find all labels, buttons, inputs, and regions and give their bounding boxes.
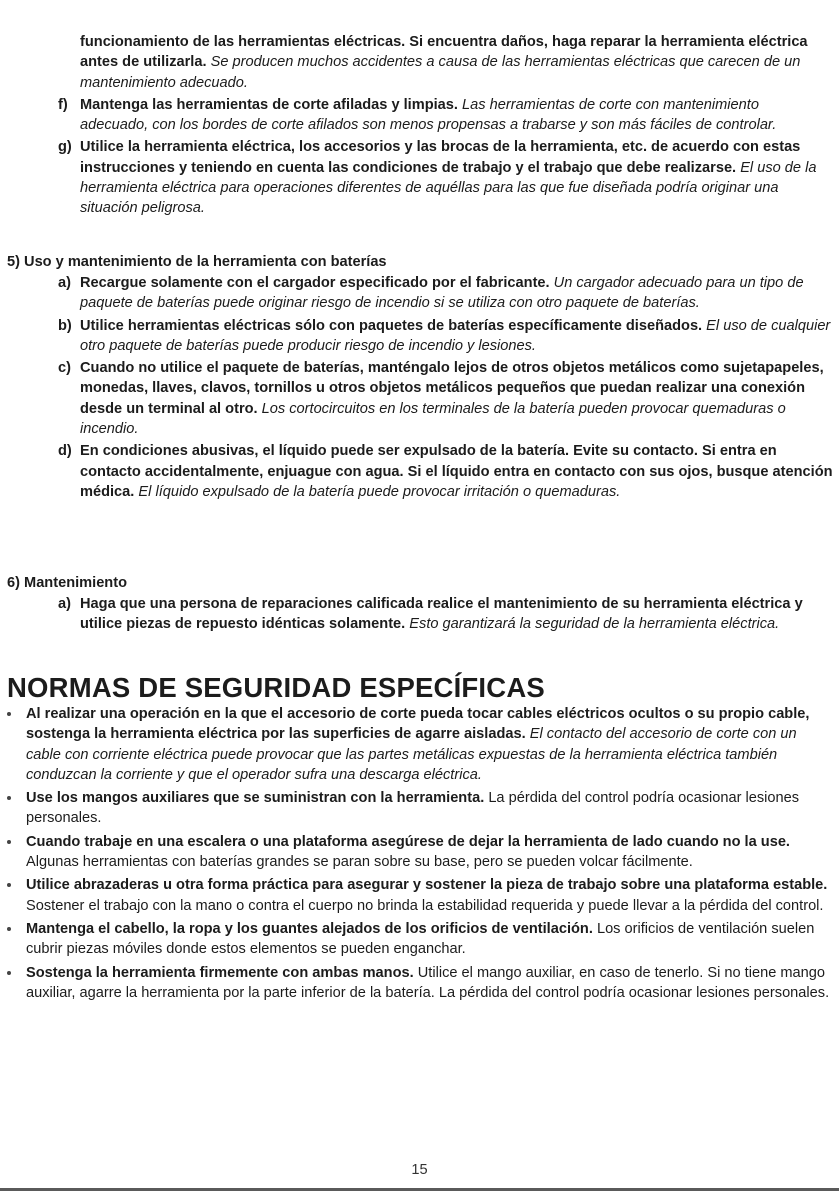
- bold-text: Sostenga la herramienta firmemente con ambas manos.: [26, 964, 414, 981]
- specific-rules-list: [26, 704, 832, 1006]
- rule-6a: [58, 594, 828, 635]
- bold-text: funcionamiento de las herramientas eléctricas. Si encuentra daños, haga reparar la herramienta eléctrica antes de utilizarla.: [80, 34, 808, 71]
- continuation-paragraph: [80, 32, 825, 93]
- rule-5a: [58, 273, 833, 314]
- bold-text: Mantenga las herramientas de corte afiladas y limpias.: [80, 96, 458, 113]
- body-text: El contacto del accesorio de corte con un cable con corriente eléctrica puede provocar que las partes metálicas expuestas de la herramienta eléctrica también conduzcan la corriente y que el operador sufra una descarga eléctrica.: [26, 726, 797, 783]
- bold-text: En condiciones abusivas, el líquido puede ser expulsado de la batería. Evite su contacto. Si entra en contacto accidentalmente, enjuague con agua. Si el líquido entra en contacto con sus ojos, busque atención médica.: [80, 443, 833, 500]
- section-6-items: [58, 594, 828, 635]
- section-title: NORMAS DE SEGURIDAD ESPECÍFICAS: [7, 672, 545, 703]
- item-label: c): [58, 360, 71, 377]
- italic-text: El uso de cualquier otro paquete de baterías puede producir riesgo de incendio y lesiones.: [80, 317, 831, 354]
- bold-text: Recargue solamente con el cargador especificado por el fabricante.: [80, 275, 550, 291]
- bullet-icon: [7, 927, 11, 931]
- italic-text: El uso de la herramienta eléctrica para operaciones diferentes de aquéllas para las que fue diseñada podría originar una situación peligrosa.: [80, 159, 817, 217]
- italic-text: Un cargador adecuado para un tipo de paquete de baterías puede originar riesgo de incendio si se utiliza con otro paquete de baterías.: [80, 275, 804, 312]
- item-label: d): [58, 443, 72, 460]
- body-text: Utilice el mango auxiliar, en caso de tenerlo. Si no tiene mango auxiliar, agarre la herramienta por la parte inferior de la batería. La pérdida del control podría ocasionar lesiones personales.: [26, 964, 830, 1001]
- specific-rule: [26, 963, 832, 1004]
- section-5-heading: 5) Uso y mantenimiento de la herramienta con baterías: [7, 254, 387, 270]
- item-label: a): [58, 275, 71, 291]
- bold-text: Cuando trabaje en una escalera o una plataforma asegúrese de dejar la herramienta de lado cuando no la use.: [26, 833, 790, 850]
- section-5-items: [58, 273, 833, 502]
- bullet-icon: [7, 840, 11, 844]
- item-label: a): [58, 596, 71, 612]
- bold-text: Utilice herramientas eléctricas sólo con paquetes de baterías específicamente diseñados.: [80, 317, 703, 334]
- rule-5c: [58, 358, 833, 439]
- bullet-icon: [7, 796, 11, 800]
- bold-text: Use los mangos auxiliares que se suministran con la herramienta.: [26, 790, 485, 807]
- page-number: 15: [411, 1162, 428, 1178]
- item-label: g): [58, 139, 72, 156]
- italic-text: El líquido expulsado de la batería puede provocar irritación o quemaduras.: [138, 483, 621, 500]
- section-6-heading: 6) Mantenimiento: [7, 575, 127, 591]
- specific-rule: [26, 788, 832, 829]
- bold-text: Utilice la herramienta eléctrica, los accesorios y las brocas de la herramienta, etc. de acuerdo con estas instrucciones y teniendo en cuenta las condiciones de trabajo y el trabajo que debe realizarse.: [80, 139, 801, 176]
- body-text: La pérdida del control podría ocasionar lesiones personales.: [26, 790, 800, 827]
- italic-text: Las herramientas de corte con mantenimiento adecuado, con los bordes de corte afilados son menos propensas a trabarse y son más fáciles de controlar.: [80, 96, 777, 134]
- bold-text: Utilice abrazaderas u otra forma práctica para asegurar y sostener la pieza de trabajo sobre una plataforma estable.: [26, 877, 828, 894]
- italic-text: Esto garantizará la seguridad de la herramienta eléctrica.: [409, 616, 780, 633]
- body-text: Algunas herramientas con baterías grandes se paran sobre su base, pero se pueden volcar fácilmente.: [26, 854, 693, 871]
- top-items: [58, 32, 825, 219]
- italic-text: Los cortocircuitos en los terminales de la batería pueden provocar quemaduras o incendio.: [80, 400, 786, 438]
- rule-5b: [58, 316, 833, 357]
- bold-text: Al realizar una operación en la que el accesorio de corte pueda tocar cables eléctricos ocultos o su propio cable, sostenga la herramienta eléctrica por las superficies de agarre aisladas.: [26, 706, 810, 743]
- item-label: f): [58, 96, 68, 113]
- specific-rule: [26, 704, 832, 785]
- bold-text: Cuando no utilice el paquete de baterías, manténgalo lejos de otros objetos metálicos como sujetapapeles, monedas, llaves, clavos, tornillos u otros objetos metálicos pequeños que puedan realizar una conexión desde un terminal al otro.: [80, 360, 824, 417]
- specific-rule: [26, 832, 832, 873]
- specific-rule: [26, 919, 832, 960]
- italic-text: Se producen muchos accidentes a causa de las herramientas eléctricas que carecen de un mantenimiento adecuado.: [80, 54, 801, 91]
- rule-5d: [58, 441, 833, 502]
- bold-text: Mantenga el cabello, la ropa y los guantes alejados de los orificios de ventilación.: [26, 920, 593, 937]
- body-text: Los orificios de ventilación suelen cubrir piezas móviles donde estos elementos se pueden enganchar.: [26, 920, 815, 958]
- bullet-icon: [7, 883, 11, 887]
- bold-text: Haga que una persona de reparaciones calificada realice el mantenimiento de su herramienta eléctrica y utilice piezas de repuesto idénticas solamente.: [80, 596, 803, 633]
- item-label: b): [58, 317, 72, 334]
- rule-g: [58, 137, 825, 218]
- body-text: Sostener el trabajo con la mano o contra el cuerpo no brinda la estabilidad requerida y puede llevar a la pérdida del control.: [26, 897, 824, 914]
- bullet-icon: [7, 712, 11, 716]
- specific-rule: [26, 875, 832, 916]
- bullet-icon: [7, 971, 11, 975]
- rule-f: [58, 95, 825, 136]
